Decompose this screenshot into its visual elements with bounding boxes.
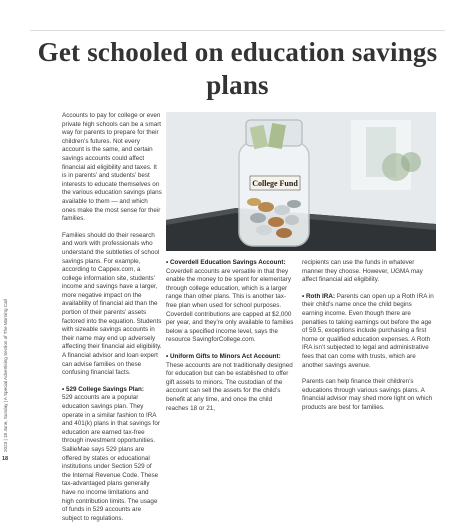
section-heading-coverdell: • Coverdell Education Savings Account: — [166, 259, 286, 266]
column-2 — [166, 259, 294, 421]
side-caption: 2023 | 18 June, Sunday | A Special Advertising Section of The Morning Call — [3, 299, 8, 452]
paragraph-intro: Accounts to pay for college or even private high schools can be a smart way for parents to prepare for their children’s futures. Not every account is the same, and certain savings accounts could affect financial aid eligibility and taxes. It is in parents’ and students’ best interests to educate themselves on the various education savings plans available to them — and which ones make the most sense for their families. — [62, 112, 162, 223]
jar-illustration — [166, 112, 436, 251]
college-fund-jar-photo — [166, 112, 436, 251]
section-heading-roth: • Roth IRA: — [302, 292, 335, 300]
paragraph-closing: Parents can help finance their children’s educations through various savings plans. A financial advisor may shed more light on which products are best for families. — [302, 378, 433, 411]
section-heading-ugma: • Uniform Gifts to Minors Act Account: — [166, 352, 281, 360]
section-529 — [62, 386, 162, 524]
paragraph-research: Families should do their research and work with professionals who understand the subtleties of school savings plans. For example, according to Cappex.com, a college information site, students’ income and savings have a larger, more negative impact on the availability of financial aid than the portion of their parents’ assets factored into the equation. Students with sizeable savings accounts in their name may end up adversely affecting their financial aid eligibility. A financial advisor and loan expert can advise families on these confusing financial facts. — [62, 231, 162, 377]
section-coverdell — [166, 259, 294, 345]
section-body-roth: Parents can open up a Roth IRA in their child’s name once the child begins earning income. Even though there are penalties to taking earnings out before the age of 59.5, exceptions include purchasing a first home or qualified education expenses. A Roth IRA isn’t subjected to legal and administrative fees that can come with trusts, which are another savings avenue. — [302, 292, 434, 369]
section-body-ugma: These accounts are not traditionally designed for education but can be established to offer gift assets to minors. The custodian of the account can sell the assets for the child’s benefit at any time, and once the child reaches 18 or 21, — [166, 361, 293, 412]
top-rule — [30, 30, 445, 31]
section-body-coverdell: Coverdell accounts are versatile in that they enable the money to be spent for elementary through college education, which is a larger range than other plans. This is another tax-free plan when used for school purposes. Coverdell contributions are capped at $2,000 per year, and they’re only available to families below a specified income level, says the resource SavingforCollege.com. — [166, 267, 294, 344]
section-heading-529: • 529 College Savings Plan: — [62, 385, 144, 393]
jar-label-text: College Fund — [252, 179, 298, 188]
section-body-529: 529 accounts are a popular education savings plan. They operate in a similar fashion to IRA and 401(k) plans in that savings for education are earned tax-free through investment opportunities. SallieMae says 529 plans are offered by states or educational institutions under Section 529 of the Internal Revenue Code. These tax-advantaged plans generally have no income limitations and high contribution limits. The usage of funds in 529 accounts are subject to regulations. — [62, 394, 161, 522]
section-ugma — [166, 353, 294, 413]
section-roth — [302, 293, 434, 370]
column-3 — [302, 259, 434, 421]
headline: Get schooled on education savings plans — [37, 37, 438, 100]
paragraph-ugma-continued: recipients can use the funds in whatever manner they choose. However, UGMA may affect financial aid eligibility. — [302, 259, 423, 284]
column-1 — [62, 112, 162, 531]
page-number: 18 — [2, 456, 9, 462]
